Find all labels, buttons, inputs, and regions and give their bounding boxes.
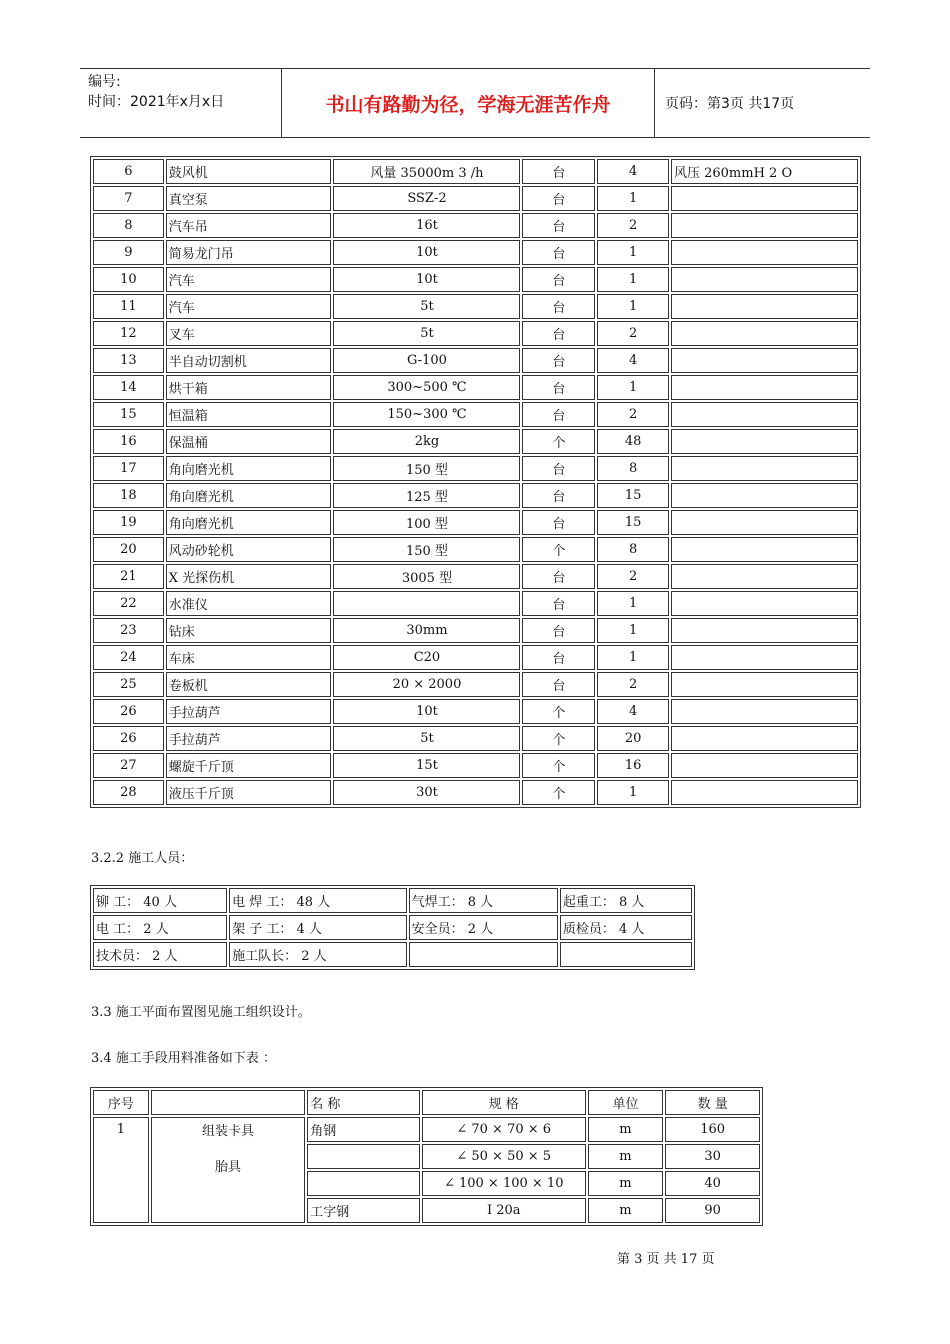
equip-note — [671, 618, 858, 643]
material-unit: m — [588, 1198, 664, 1223]
equip-spec: 125 型 — [333, 483, 520, 508]
equip-spec — [333, 591, 520, 616]
material-name — [307, 1171, 420, 1196]
equip-unit: 台 — [522, 402, 595, 427]
table-row — [93, 672, 858, 697]
header-index: 序号 — [93, 1090, 149, 1115]
table-row — [93, 402, 858, 427]
staff-table — [90, 885, 695, 970]
equip-name: 钻床 — [166, 618, 332, 643]
equip-note — [671, 591, 858, 616]
table-row — [93, 267, 858, 292]
equip-note: 风压 260mmH 2 O — [671, 159, 858, 184]
equip-spec: 30mm — [333, 618, 520, 643]
material-qty: 90 — [665, 1198, 760, 1223]
equip-note — [671, 780, 858, 805]
equip-unit: 台 — [522, 348, 595, 373]
group-label-1: 组装卡具 — [202, 1124, 255, 1139]
equip-unit: 台 — [522, 267, 595, 292]
equip-note — [671, 753, 858, 778]
equip-unit: 台 — [522, 213, 595, 238]
equip-name: 鼓风机 — [166, 159, 332, 184]
equip-index: 10 — [93, 267, 164, 292]
equip-index: 19 — [93, 510, 164, 535]
section-layout-text: 3.3 施工平面布置图见施工组织设计。 — [91, 1005, 311, 1020]
equip-spec: SSZ-2 — [333, 186, 520, 211]
material-unit: m — [588, 1171, 664, 1196]
equip-qty: 1 — [597, 645, 669, 670]
equip-unit: 台 — [522, 321, 595, 346]
table-row — [93, 483, 858, 508]
equip-spec: 10t — [333, 699, 520, 724]
equip-qty: 4 — [597, 699, 669, 724]
equip-index: 9 — [93, 240, 164, 265]
doc-time: 时间：2021年x月x日 — [88, 94, 225, 110]
equip-note — [671, 483, 858, 508]
staff-cell: 架 子 工： 4 人 — [229, 915, 406, 940]
equip-index: 27 — [93, 753, 164, 778]
staff-cell — [409, 942, 558, 967]
equip-note — [671, 321, 858, 346]
equip-index: 24 — [93, 645, 164, 670]
material-name — [307, 1144, 420, 1169]
equip-note — [671, 429, 858, 454]
equip-name: 保温桶 — [166, 429, 332, 454]
equip-name: 汽车 — [166, 267, 332, 292]
equip-note — [671, 510, 858, 535]
equip-name: 手拉葫芦 — [166, 726, 332, 751]
equip-name: 半自动切割机 — [166, 348, 332, 373]
table-row — [93, 510, 858, 535]
equip-index: 22 — [93, 591, 164, 616]
equip-index: 17 — [93, 456, 164, 481]
equip-unit: 台 — [522, 564, 595, 589]
material-qty: 40 — [665, 1171, 760, 1196]
equip-spec: 10t — [333, 267, 520, 292]
equip-name: 手拉葫芦 — [166, 699, 332, 724]
equip-spec: 100 型 — [333, 510, 520, 535]
equip-spec: 5t — [333, 726, 520, 751]
table-row — [93, 159, 858, 184]
material-name: 角钢 — [307, 1117, 420, 1142]
equip-note — [671, 456, 858, 481]
equip-name: 烘干箱 — [166, 375, 332, 400]
equip-qty: 16 — [597, 753, 669, 778]
equip-note — [671, 375, 858, 400]
header-name: 名 称 — [307, 1090, 420, 1115]
equip-note — [671, 699, 858, 724]
equip-spec: 150 型 — [333, 537, 520, 562]
staff-cell: 技术员： 2 人 — [93, 942, 227, 967]
header-meta — [80, 69, 282, 137]
equip-note — [671, 186, 858, 211]
table-row — [93, 240, 858, 265]
equip-qty: 2 — [597, 672, 669, 697]
equip-name: X 光探伤机 — [166, 564, 332, 589]
equip-unit: 台 — [522, 294, 595, 319]
equip-qty: 1 — [597, 375, 669, 400]
equip-qty: 20 — [597, 726, 669, 751]
equip-qty: 2 — [597, 321, 669, 346]
equip-index: 28 — [93, 780, 164, 805]
equip-index: 23 — [93, 618, 164, 643]
equip-qty: 1 — [597, 186, 669, 211]
equip-qty: 1 — [597, 240, 669, 265]
header-blank — [151, 1090, 305, 1115]
equip-spec: 15t — [333, 753, 520, 778]
equip-unit: 台 — [522, 240, 595, 265]
equip-index: 18 — [93, 483, 164, 508]
equip-qty: 2 — [597, 213, 669, 238]
equip-index: 13 — [93, 348, 164, 373]
table-row — [93, 942, 692, 967]
equip-spec: 20 × 2000 — [333, 672, 520, 697]
equip-qty: 4 — [597, 159, 669, 184]
equip-note — [671, 537, 858, 562]
section-staff-heading: 3.2.2 施工人员： — [91, 851, 194, 866]
equip-spec: 3005 型 — [333, 564, 520, 589]
staff-cell: 气焊工： 8 人 — [409, 888, 558, 913]
table-row — [93, 456, 858, 481]
table-row — [93, 699, 858, 724]
equip-qty: 15 — [597, 510, 669, 535]
section-materials-heading: 3.4 施工手段用料准备如下表 ： — [91, 1051, 276, 1066]
equip-unit: 个 — [522, 753, 595, 778]
equip-name: 角向磨光机 — [166, 456, 332, 481]
equip-name: 卷板机 — [166, 672, 332, 697]
equip-unit: 台 — [522, 591, 595, 616]
equip-index: 16 — [93, 429, 164, 454]
equip-name: 车床 — [166, 645, 332, 670]
equip-name: 真空泵 — [166, 186, 332, 211]
equip-qty: 8 — [597, 456, 669, 481]
table-row — [93, 348, 858, 373]
page-header — [80, 68, 870, 138]
staff-cell: 施工队长： 2 人 — [229, 942, 406, 967]
equip-index: 25 — [93, 672, 164, 697]
table-row — [93, 213, 858, 238]
table-row — [93, 591, 858, 616]
equip-note — [671, 240, 858, 265]
equip-name: 简易龙门吊 — [166, 240, 332, 265]
material-spec: ∠ 50 × 50 × 5 — [422, 1144, 586, 1169]
header-unit: 单位 — [588, 1090, 664, 1115]
group-label-2: 胎具 — [215, 1160, 242, 1175]
equip-qty: 8 — [597, 537, 669, 562]
equip-name: 风动砂轮机 — [166, 537, 332, 562]
equip-qty: 48 — [597, 429, 669, 454]
equip-spec: 风量 35000m 3 /h — [333, 159, 520, 184]
table-row — [93, 618, 858, 643]
material-group — [151, 1117, 305, 1223]
equip-qty: 4 — [597, 348, 669, 373]
equip-name: 汽车吊 — [166, 213, 332, 238]
equip-note — [671, 402, 858, 427]
equip-name: 角向磨光机 — [166, 510, 332, 535]
equip-spec: 5t — [333, 321, 520, 346]
table-row — [93, 429, 858, 454]
equip-qty: 15 — [597, 483, 669, 508]
equip-qty: 1 — [597, 294, 669, 319]
equip-note — [671, 672, 858, 697]
equip-spec: 10t — [333, 240, 520, 265]
equip-qty: 1 — [597, 267, 669, 292]
table-row — [93, 321, 858, 346]
equip-name: 水准仪 — [166, 591, 332, 616]
staff-cell: 质检员： 4 人 — [560, 915, 692, 940]
equip-index: 20 — [93, 537, 164, 562]
equip-index: 26 — [93, 726, 164, 751]
header-qty: 数 量 — [665, 1090, 760, 1115]
equip-note — [671, 213, 858, 238]
equip-spec: 5t — [333, 294, 520, 319]
equip-unit: 台 — [522, 159, 595, 184]
table-row — [93, 537, 858, 562]
equip-name: 螺旋千斤顶 — [166, 753, 332, 778]
table-row — [93, 753, 858, 778]
material-unit: m — [588, 1117, 664, 1142]
material-qty: 160 — [665, 1117, 760, 1142]
equip-unit: 台 — [522, 510, 595, 535]
material-spec: I 20a — [422, 1198, 586, 1223]
equip-unit: 台 — [522, 483, 595, 508]
equip-unit: 个 — [522, 726, 595, 751]
equip-index: 7 — [93, 186, 164, 211]
equip-qty: 2 — [597, 564, 669, 589]
equip-unit: 台 — [522, 618, 595, 643]
materials-table — [90, 1087, 763, 1226]
equip-qty: 2 — [597, 402, 669, 427]
table-row — [93, 375, 858, 400]
equip-index: 26 — [93, 699, 164, 724]
equip-qty: 1 — [597, 780, 669, 805]
equip-spec: 150 型 — [333, 456, 520, 481]
equip-unit: 台 — [522, 375, 595, 400]
equip-unit: 台 — [522, 645, 595, 670]
doc-code: 编号: — [88, 74, 121, 90]
equip-spec: 2kg — [333, 429, 520, 454]
staff-cell: 安全员： 2 人 — [409, 915, 558, 940]
table-row — [93, 780, 858, 805]
equip-index: 15 — [93, 402, 164, 427]
header-page-info: 页码：第3页 共17页 — [665, 96, 795, 112]
equip-qty: 1 — [597, 618, 669, 643]
staff-cell: 铆 工： 40 人 — [93, 888, 227, 913]
equip-unit: 个 — [522, 537, 595, 562]
equip-unit: 台 — [522, 672, 595, 697]
table-row — [93, 564, 858, 589]
table-row — [93, 294, 858, 319]
equip-name: 叉车 — [166, 321, 332, 346]
table-row — [93, 915, 692, 940]
material-spec: ∠ 70 × 70 × 6 — [422, 1117, 586, 1142]
equip-index: 14 — [93, 375, 164, 400]
equip-spec: 300~500 ℃ — [333, 375, 520, 400]
equip-qty: 1 — [597, 591, 669, 616]
equip-name: 角向磨光机 — [166, 483, 332, 508]
equip-spec: 150~300 ℃ — [333, 402, 520, 427]
equip-note — [671, 726, 858, 751]
equip-index: 21 — [93, 564, 164, 589]
equip-name: 汽车 — [166, 294, 332, 319]
table-row — [93, 726, 858, 751]
table-row — [93, 186, 858, 211]
equip-spec: G-100 — [333, 348, 520, 373]
equipment-table — [90, 156, 861, 808]
equip-unit: 台 — [522, 456, 595, 481]
staff-cell: 起重工： 8 人 — [560, 888, 692, 913]
table-row — [93, 888, 692, 913]
equip-spec: 30t — [333, 780, 520, 805]
equip-note — [671, 294, 858, 319]
staff-cell: 电 焊 工： 48 人 — [229, 888, 406, 913]
staff-cell: 电 工： 2 人 — [93, 915, 227, 940]
materials-header-row — [93, 1090, 760, 1115]
equip-note — [671, 348, 858, 373]
material-qty: 30 — [665, 1144, 760, 1169]
equip-index: 8 — [93, 213, 164, 238]
equip-spec: 16t — [333, 213, 520, 238]
page-footer: 第 3 页 共 17 页 — [617, 1252, 715, 1267]
equip-spec: C20 — [333, 645, 520, 670]
material-index: 1 — [93, 1117, 149, 1223]
equip-index: 11 — [93, 294, 164, 319]
equip-note — [671, 564, 858, 589]
header-motto: 书山有路勤为径，学海无涯苦作舟 — [282, 69, 655, 137]
equip-unit: 个 — [522, 699, 595, 724]
material-unit: m — [588, 1144, 664, 1169]
material-spec: ∠ 100 × 100 × 10 — [422, 1171, 586, 1196]
equip-name: 液压千斤顶 — [166, 780, 332, 805]
equip-index: 12 — [93, 321, 164, 346]
header-spec: 规 格 — [422, 1090, 586, 1115]
table-row — [93, 645, 858, 670]
equip-unit: 个 — [522, 780, 595, 805]
table-row — [93, 1117, 760, 1142]
equip-unit: 个 — [522, 429, 595, 454]
equip-note — [671, 267, 858, 292]
staff-cell — [560, 942, 692, 967]
equip-unit: 台 — [522, 186, 595, 211]
equip-name: 恒温箱 — [166, 402, 332, 427]
equip-index: 6 — [93, 159, 164, 184]
equip-note — [671, 645, 858, 670]
material-name: 工字钢 — [307, 1198, 420, 1223]
